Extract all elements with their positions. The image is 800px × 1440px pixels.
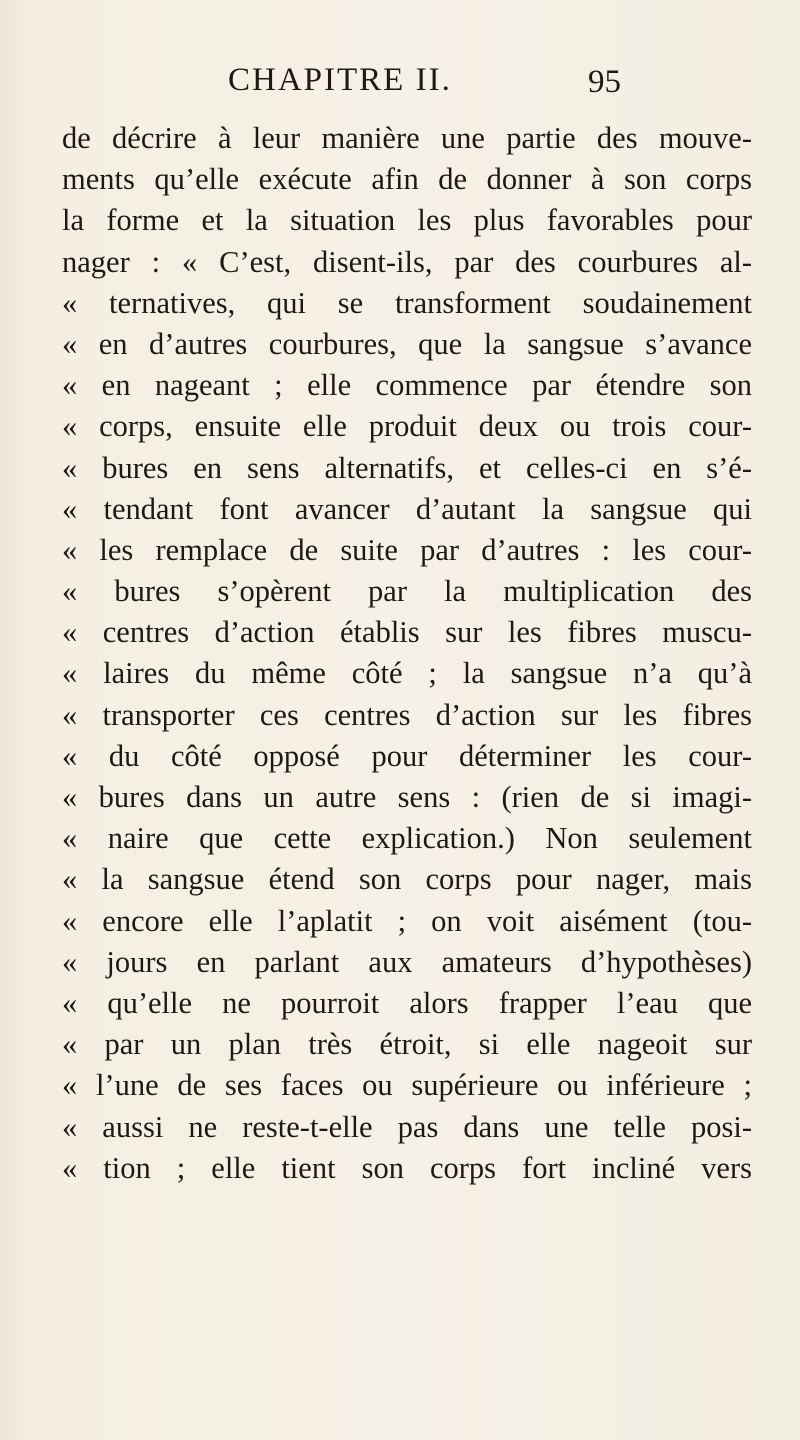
text-line: « naire que cette explication.) Non seulement (62, 821, 752, 856)
text-line: « corps, ensuite elle produit deux ou trois cour- (62, 409, 752, 444)
text-line: la forme et la situation les plus favorables pour (62, 203, 752, 238)
text-line: « la sangsue étend son corps pour nager, mais (62, 862, 752, 897)
running-title: CHAPITRE II. (228, 62, 452, 98)
text-line: « tion ; elle tient son corps fort incliné vers (62, 1150, 752, 1185)
text-line: « centres d’action établis sur les fibres muscu- (62, 615, 752, 650)
text-line: « en d’autres courbures, que la sangsue s’avance (62, 326, 752, 361)
page-header (0, 62, 800, 106)
text-line: « les remplace de suite par d’autres : les cour- (62, 532, 752, 567)
text-line: « par un plan très étroit, si elle nageoit sur (62, 1027, 752, 1062)
text-line: de décrire à leur manière une partie des mouve- (62, 121, 752, 155)
text-line: « l’une de ses faces ou supérieure ou inférieure ; (62, 1068, 752, 1103)
text-line: « bures dans un autre sens : (rien de si imagi- (62, 780, 752, 814)
text-line: « tendant font avancer d’autant la sangsue qui (62, 491, 752, 526)
text-line: « du côté opposé pour déterminer les cour- (62, 738, 752, 773)
text-line: « ternatives, qui se transforment soudainement (62, 285, 752, 320)
text-line: « aussi ne reste-t-elle pas dans une telle posi- (62, 1109, 752, 1144)
text-line: « transporter ces centres d’action sur les fibres (62, 697, 752, 732)
text-line: « encore elle l’aplatit ; on voit aisément (tou- (62, 903, 752, 938)
text-line: « laires du même côté ; la sangsue n’a qu’à (62, 656, 752, 691)
text-line: « jours en parlant aux amateurs d’hypothèses) (62, 944, 752, 979)
text-line: ments qu’elle exécute afin de donner à son corps (62, 162, 752, 197)
text-line: « bures s’opèrent par la multiplication des (62, 574, 752, 609)
body-text (62, 118, 752, 1189)
text-line: « en nageant ; elle commence par étendre son (62, 368, 752, 403)
text-line: nager : « C’est, disent-ils, par des courbures al- (62, 244, 752, 279)
page-number: 95 (588, 64, 621, 100)
text-line: « bures en sens alternatifs, et celles-ci en s’é- (62, 450, 752, 485)
text-line: « qu’elle ne pourroit alors frapper l’eau que (62, 985, 752, 1020)
